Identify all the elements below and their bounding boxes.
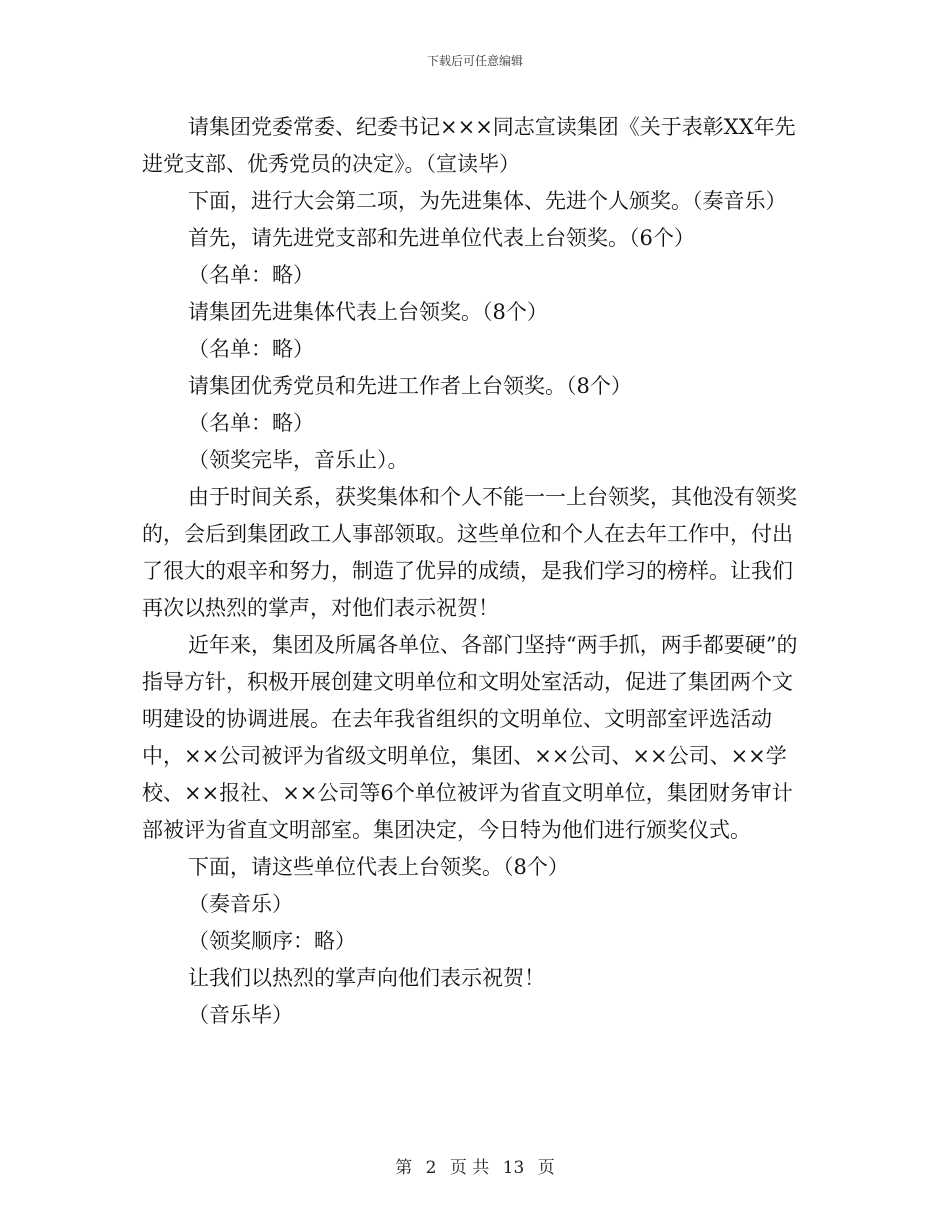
paragraph: （名单：略） — [188, 263, 314, 287]
footer-mid: 页 共 — [449, 1158, 490, 1178]
paragraph: （名单：略） — [188, 337, 314, 361]
paragraph: 让我们以热烈的掌声向他们表示祝贺！ — [188, 966, 545, 990]
paragraph: （奏音乐） — [188, 892, 293, 916]
document-body — [142, 109, 812, 1034]
paragraph: （音乐毕） — [188, 1003, 293, 1027]
page-header — [0, 52, 950, 69]
paragraph: 请集团优秀党员和先进工作者上台领奖。（8个） — [188, 374, 632, 398]
footer-prefix: 第 — [395, 1158, 413, 1178]
paragraph: （领奖顺序：略） — [188, 929, 356, 953]
page-footer — [0, 1153, 950, 1178]
paragraph: 请集团先进集体代表上台领奖。（8个） — [188, 300, 548, 324]
total-pages: 13 — [502, 1158, 525, 1178]
paragraph: 由于时间关系，获奖集体和个人不能一一上台领奖，其他没有领奖的，会后到集团政工人事部领取。这些单位和个人在去年工作中，付出了很大的艰辛和努力，制造了优异的成绩，是我们学习的榜样。让我们再次以热烈的掌声，对他们表示祝贺！ — [142, 485, 797, 620]
paragraph: 下面，进行大会第二项，为先进集体、先进个人颁奖。（奏音乐） — [188, 189, 787, 213]
page-number: 2 — [425, 1158, 437, 1178]
paragraph: 近年来，集团及所属各单位、各部门坚持“两手抓，两手都要硬”的指导方针，积极开展创建文明单位和文明处室活动，促进了集团两个文明建设的协调进展。在去年我省组织的文明单位、文明部室评选活动中，××公司被评为省级文明单位，集团、××公司、××公司、××学校、××报社、××公司等6个单位被评为省直文明单位，集团财务审计部被评为省直文明部室。集团决定，今日特为他们进行颁奖仪式。 — [142, 633, 798, 842]
footer-suffix: 页 — [537, 1158, 555, 1178]
paragraph: 下面，请这些单位代表上台领奖。（8个） — [188, 855, 569, 879]
paragraph: （名单：略） — [188, 411, 314, 435]
paragraph: 请集团党委常委、纪委书记×××同志宣读集团《关于表彰XX年先进党支部、优秀党员的决定》。（宣读毕） — [142, 115, 796, 176]
paragraph: （领奖完毕，音乐止）。 — [188, 448, 409, 472]
paragraph: 首先，请先进党支部和先进单位代表上台领奖。（6个） — [188, 226, 695, 250]
header-note: 下载后可任意编辑 — [426, 54, 523, 68]
